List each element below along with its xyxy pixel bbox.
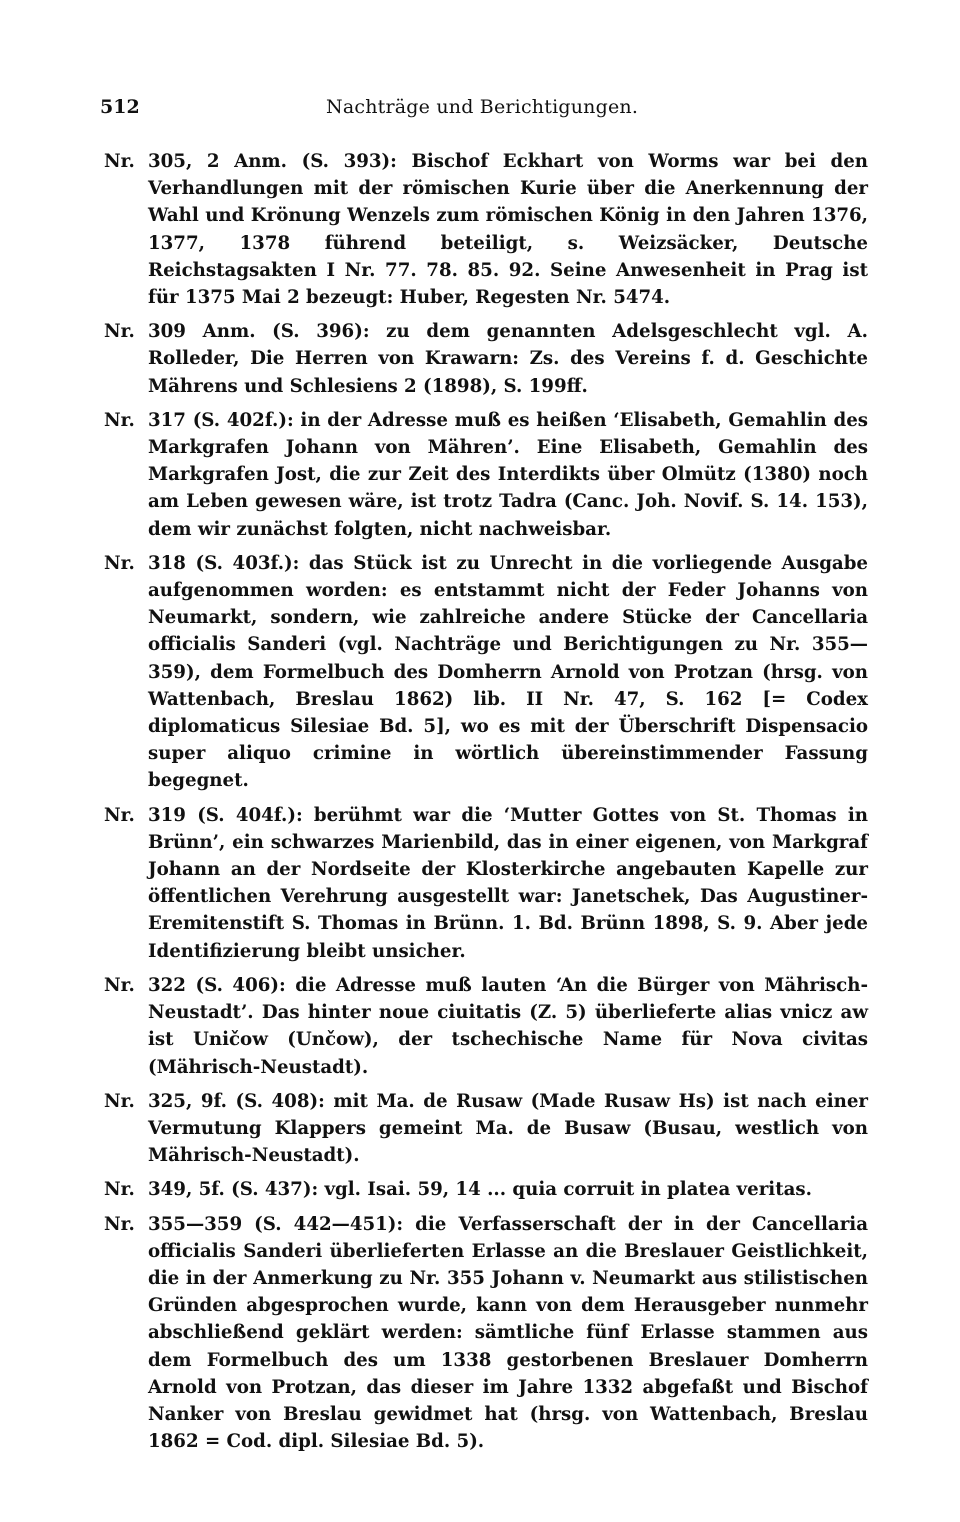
entry-text: 317 (S. 402f.): in der Adresse muß es heißen ‘Elisabeth, Gemahlin des Markgrafen Johann von Mähren’. Eine Elisabeth, Gemahlin des Markgrafen Jost, die zur Zeit des Interdikts über Olmütz (1380) noch am Leben gewesen wäre, ist trotz Tadra (Canc. Joh. Novif. S. 14. 153), dem wir zunächst folgten, nicht nachweisbar.	[148, 409, 868, 540]
entry-309	[104, 318, 868, 400]
entry-label: Nr.	[104, 151, 135, 172]
entry-label: Nr.	[104, 552, 135, 574]
entry-text: 322 (S. 406): die Adresse muß lauten ‘An die Bürger von Mährisch-Neustadt’. Das hinter noue ciuitatis (Z. 5) überlieferte alias vnicz aw ist Uničow (Unčow), der tschechische Name für Nova civitas (Mährisch-Neustadt).	[148, 974, 868, 1078]
entry-label: Nr.	[104, 974, 135, 996]
entry-label: Nr.	[104, 804, 135, 826]
entry-text: 309 Anm. (S. 396): zu dem genannten Adelsgeschlecht vgl. A. Rolleder, Die Herren von Krawarn: Zs. des Vereins f. d. Geschichte Mährens und Schlesiens 2 (1898), S. 199ff.	[148, 321, 868, 397]
entry-label: Nr.	[104, 1179, 135, 1201]
entry-305	[104, 148, 868, 311]
entry-text: 319 (S. 404f.): berühmt war die ‘Mutter Gottes von St. Thomas in Brünn’, ein schwarzes Marienbild, das in einer eigenen, von Markgraf Johann an der Nordseite der Klosterkirche angebauten Kapelle zur öffentlichen Verehrung ausgestellt war: Janetschek, Das Augustiner-Eremitenstift S. Thomas in Brünn. 1. Bd. Brünn 1898, S. 9. Aber jede Identifizierung bleibt unsicher.	[148, 804, 868, 962]
entry-349	[104, 1176, 868, 1203]
entry-label: Nr.	[104, 1090, 135, 1112]
page-header	[100, 96, 870, 126]
entry-318	[104, 550, 868, 795]
entry-355-359	[104, 1211, 868, 1456]
entry-text: 318 (S. 403f.): das Stück ist zu Unrecht in die vorliegende Ausgabe aufgenommen worden: es entstammt nicht der Feder Johanns von Neumarkt, sondern, wie zahlreiche andere Stücke der Cancellaria officialis Sanderi (vgl. Nachträge und Berichtigungen zu Nr. 355—359), dem Formelbuch des Domherrn Arnold von Protzan (hrsg. von Wattenbach, Breslau 1862) lib. II Nr. 47, S. 162 [= Codex diplomaticus Silesiae Bd. 5], wo es mit der Überschrift Dispensacio super aliquo crimine in wörtlich übereinstimmender Fassung begegnet.	[148, 552, 868, 792]
entry-text: 325, 9f. (S. 408): mit Ma. de Rusaw (Made Rusaw Hs) ist nach einer Vermutung Klappers gemeint Ma. de Busaw (Busau, westlich von Mährisch-Neustadt).	[148, 1090, 868, 1167]
entry-label: Nr.	[104, 321, 135, 343]
entry-325	[104, 1088, 868, 1170]
entry-text: 355—359 (S. 442—451): die Verfasserschaft der in der Cancellaria officialis Sanderi überlieferten Erlasse an die Breslauer Geistlichkeit, die in der Anmerkung zu Nr. 355 Johann v. Neumarkt aus stilistischen Gründen abgesprochen wurde, kann von dem Herausgeber nunmehr abschließend geklärt werden: sämtliche fünf Erlasse stammen aus dem Formelbuch des um 1338 gestorbenen Breslauer Domherrn Arnold von Protzan, das dieser im Jahre 1332 abgefaßt und Bischof Nanker von Breslau gewidmet hat (hrsg. von Wattenbach, Breslau 1862 = Cod. dipl. Silesiae Bd. 5).	[148, 1213, 868, 1453]
entry-label: Nr.	[104, 409, 135, 431]
page-body	[104, 148, 868, 1462]
entry-317	[104, 407, 868, 543]
entry-322	[104, 972, 868, 1081]
entry-text: 349, 5f. (S. 437): vgl. Isai. 59, 14 ... quia corruit in platea veritas.	[148, 1179, 812, 1201]
page-number: 512	[100, 96, 140, 118]
entry-319	[104, 802, 868, 965]
entry-text: 305, 2 Anm. (S. 393): Bischof Eckhart von Worms war bei den Verhandlungen mit der römischen Kurie über die Anerkennung der Wahl und Krönung Wenzels zum römischen König in den Jahren 1376, 1377, 1378 führend beteiligt, s. Weizsäcker, Deutsche Reichstagsakten I Nr. 77. 78. 85. 92. Seine Anwesenheit in Prag ist für 1375 Mai 2 bezeugt: Huber, Regesten Nr. 5474.	[148, 151, 868, 309]
entry-label: Nr.	[104, 1213, 135, 1235]
running-title: Nachträge und Berichtigungen.	[326, 96, 639, 118]
